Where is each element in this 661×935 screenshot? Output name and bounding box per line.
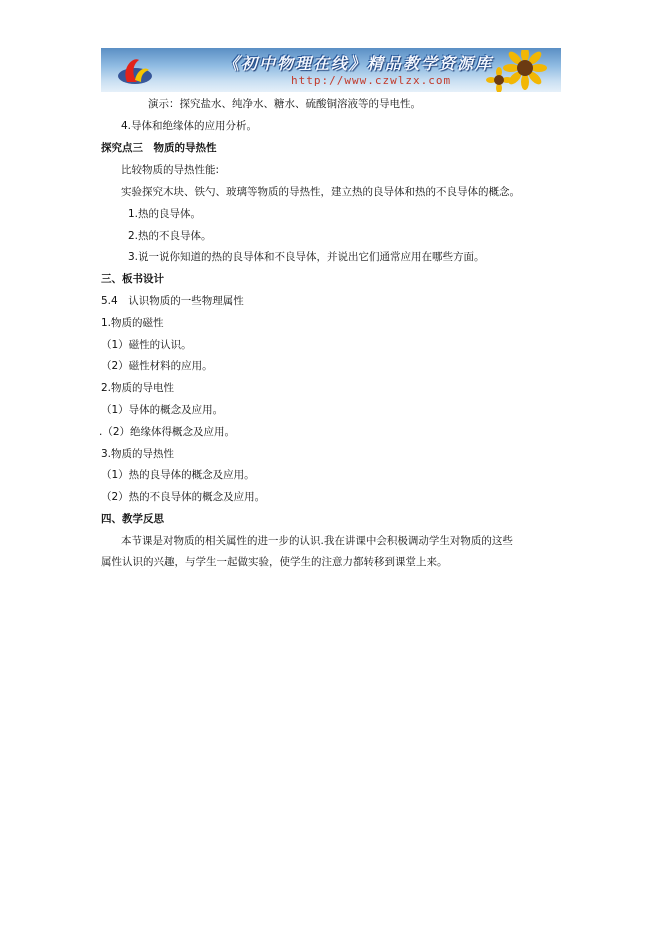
paragraph-line: 本节课是对物质的相关属性的进一步的认识.我在讲课中会积极调动学生对物质的这些 (121, 535, 513, 547)
list-item: （1）导体的概念及应用。 (101, 404, 224, 416)
section-heading: 四、教学反思 (101, 513, 164, 525)
section-heading: 探究点三 物质的导热性 (101, 142, 217, 154)
list-item: .（2）绝缘体得概念及应用。 (99, 426, 236, 438)
list-item: 2.物质的导电性 (101, 382, 175, 394)
demo-line: 演示：探究盐水、纯净水、糖水、硫酸铜溶液等的导电性。 (148, 98, 421, 110)
list-item: 3.说一说你知道的热的良导体和不良导体，并说出它们通常应用在哪些方面。 (128, 251, 485, 263)
list-item: 1.物质的磁性 (101, 317, 164, 329)
paragraph-line: 属性认识的兴趣，与学生一起做实验，使学生的注意力都转移到课堂上来。 (101, 556, 448, 568)
banner-title: 《初中物理在线》精品教学资源库 (223, 54, 494, 73)
banner-url: http://www.czwlzx.com (291, 74, 452, 87)
paragraph-line: 比较物质的导热性能: (121, 164, 220, 176)
list-item: （1）磁性的认识。 (101, 339, 192, 351)
list-item: 2.热的不良导体。 (128, 230, 212, 242)
sunflower-icon (485, 50, 555, 92)
list-item: （2）磁性材料的应用。 (101, 360, 213, 372)
list-item: （2）热的不良导体的概念及应用。 (101, 491, 266, 503)
list-item: （1）热的良导体的概念及应用。 (101, 469, 255, 481)
logo-icon (115, 54, 155, 88)
list-item: 4.导体和绝缘体的应用分析。 (121, 120, 258, 132)
list-item: 3.物质的导热性 (101, 448, 175, 460)
paragraph-line: 实验探究木块、铁勺、玻璃等物质的导热性，建立热的良导体和热的不良导体的概念。 (121, 186, 520, 198)
list-item: 1.热的良导体。 (128, 208, 202, 220)
header-banner (101, 48, 561, 92)
paragraph-line: 5.4 认识物质的一些物理属性 (101, 295, 244, 307)
section-heading: 三、板书设计 (101, 273, 164, 285)
